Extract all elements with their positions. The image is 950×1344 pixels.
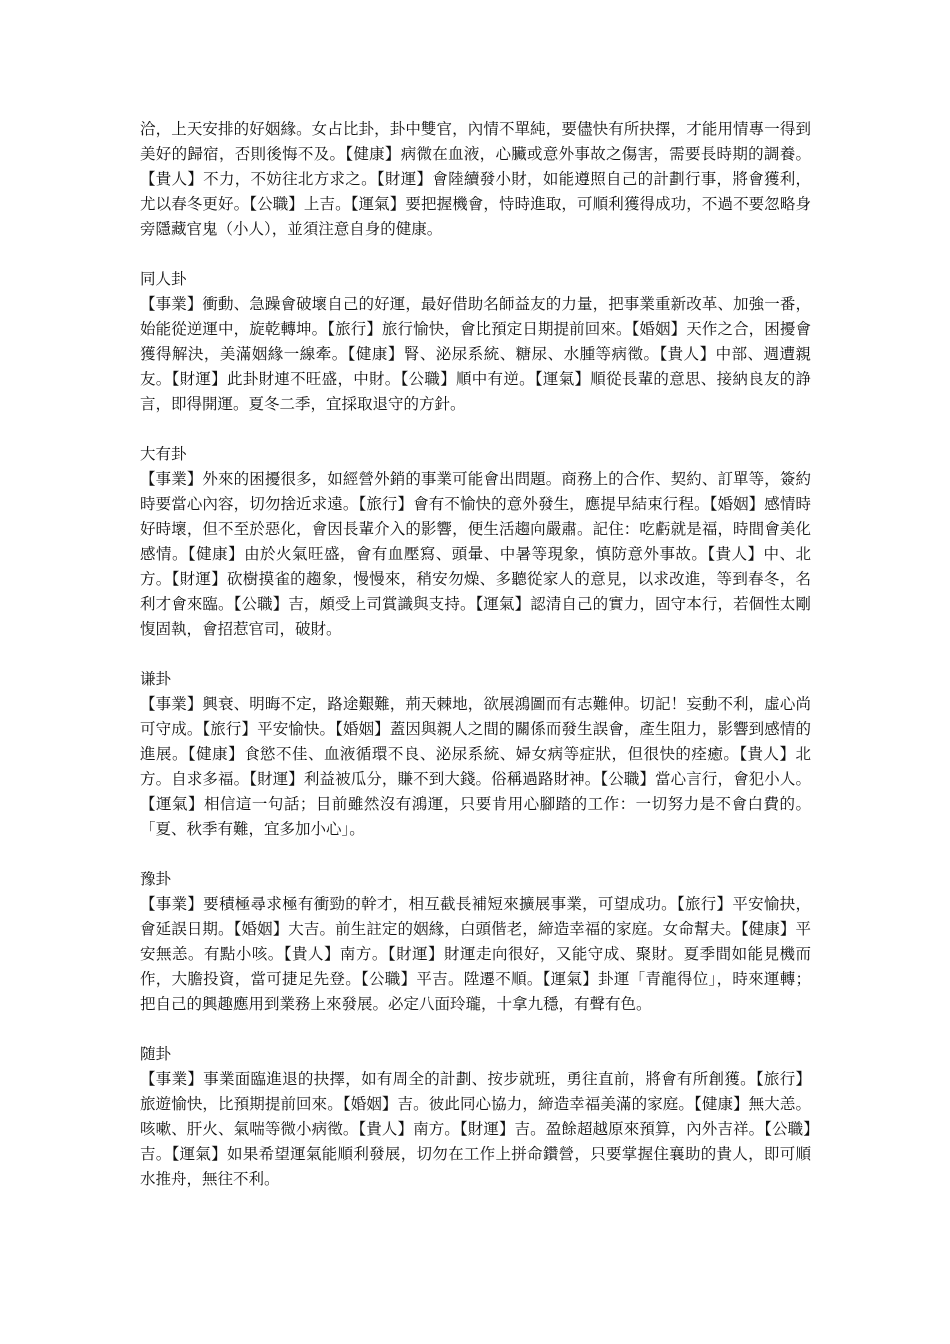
section-dayou bbox=[140, 442, 811, 642]
section-title: 豫卦 bbox=[140, 870, 172, 888]
section-title: 谦卦 bbox=[140, 670, 172, 688]
section-title: 大有卦 bbox=[140, 445, 187, 463]
section-qian bbox=[140, 667, 811, 842]
section-body: 【事業】要積極尋求極有衝勁的幹才，相互截長補短來擴展事業，可望成功。【旅行】平安愉抉，會延誤日期。【婚姻】大吉。前生註定的姻緣，白頭偕老，締造幸福的家庭。女命幫夫。【健康】平安無恙。有點小咳。【貴人】南方。【財運】財運走向很好，又能守成、聚財。夏季間如能見機而作，大膽投資，當可捷足先登。【公職】平吉。陞遷不順。【運氣】卦運「青龍得位」，時來運轉；把自己的興趣應用到業務上來發展。必定八面玲瓏，十拿九穩，有聲有色。 bbox=[140, 895, 811, 1013]
section-body: 【事業】興衰、明晦不定，路途艱難，荊天棘地，欲展鴻圖而有志難伸。切記！妄動不利，虛心尚可守成。【旅行】平安愉快。【婚姻】蓋因與親人之間的關係而發生誤會，產生阻力，影響到感情的進展。【健康】食慾不佳、血液循環不良、泌尿系統、婦女病等症狀，但很快的痊癒。【貴人】北方。自求多福。【財運】利益被瓜分，賺不到大錢。俗稱過路財神。【公職】當心言行，會犯小人。【運氣】相信這一句話；目前雖然沒有鴻運，只要肯用心腳踏的工作：一切努力是不會白費的。「夏、秋季有難，宜多加小心」。 bbox=[140, 695, 811, 838]
section-body: 【事業】事業面臨進退的抉擇，如有周全的計劃、按步就班，勇往直前，將會有所創獲。【旅行】旅遊愉快，比預期提前回來。【婚姻】吉。彼此同心協力，締造幸福美滿的家庭。【健康】無大恙。咳嗽、肝火、氣喘等微小病徵。【貴人】南方。【財運】吉。盈餘超越原來預算，內外吉祥。【公職】吉。【運氣】如果希望運氣能順利發展，切勿在工作上拼命鑽營，只要掌握住襄助的貴人，即可順水推舟，無往不利。 bbox=[140, 1070, 811, 1188]
section-title: 同人卦 bbox=[140, 270, 187, 288]
section-yu bbox=[140, 867, 811, 1017]
intro-paragraph: 洽，上天安排的好姻緣。女占比卦，卦中雙官，內情不單純，要儘快有所抉擇，才能用情專一得到美好的歸宿，否則後悔不及。【健康】病微在血液，心臟或意外事故之傷害，需要長時期的調養。【貴人】不力，不妨往北方求之。【財運】會陸續發小財，如能遵照自己的計劃行事，將會獲利，尤以春冬更好。【公職】上吉。【運氣】要把握機會，恃時進取，可順利獲得成功，不過不要忽略身旁隱藏官鬼（小人），並須注意自身的健康。 bbox=[140, 120, 811, 238]
section-title: 随卦 bbox=[140, 1045, 172, 1063]
section-sui bbox=[140, 1042, 811, 1192]
section-tongren bbox=[140, 267, 811, 417]
document-page bbox=[140, 117, 811, 1192]
section-body: 【事業】衝動、急躁會破壞自己的好運，最好借助名師益友的力量，把事業重新改革、加強一番，始能從逆運中，旋乾轉坤。【旅行】旅行愉快，會比預定日期提前回來。【婚姻】天作之合，困擾會獲得解決，美滿姻緣一線牽。【健康】腎、泌尿系統、糖尿、水腫等病徵。【貴人】中部、週遭親友。【財運】此卦財連不旺盛，中財。【公職】順中有逆。【運氣】順從長輩的意思、接納良友的諍言，即得開運。夏冬二季，宜採取退守的方針。 bbox=[140, 295, 811, 413]
section-body: 【事業】外來的困擾很多，如經營外銷的事業可能會出問題。商務上的合作、契約、訂單等，簽約時要當心內容，切勿捨近求遠。【旅行】會有不愉快的意外發生，應提早結束行程。【婚姻】感情時好時壞，但不至於惡化，會因長輩介入的影響，便生活趨向嚴肅。記住：吃虧就是福，時間會美化感情。【健康】由於火氣旺盛，會有血壓寫、頭暈、中暑等現象，慎防意外事故。【貴人】中、北方。【財運】砍樹摸雀的趨象，慢慢來，稍安勿燥、多聽從家人的意見，以求改進，等到春冬，名利才會來臨。【公職】吉，頗受上司賞識與支持。【運氣】認清自己的實力，固守本行，若個性太剛愎固執，會招惹官司，破財。 bbox=[140, 470, 811, 638]
